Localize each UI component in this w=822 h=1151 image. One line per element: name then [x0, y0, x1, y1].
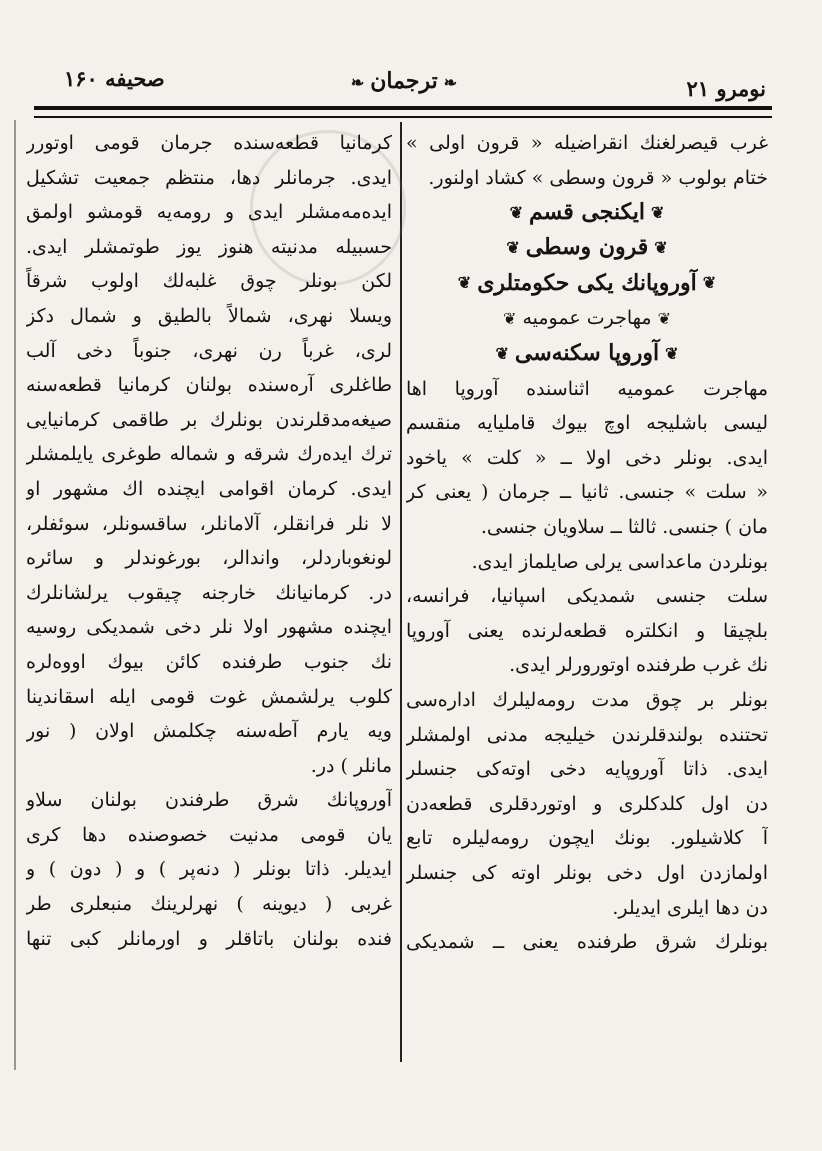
- text-line: آوروپانك شرق طرفندن بولنان سلاو: [26, 789, 392, 812]
- text-line: غرب قیصرلغنك انقراضیله « قرون اولی »: [406, 132, 768, 154]
- section-heading: [406, 230, 768, 265]
- section-heading: [406, 301, 768, 336]
- text-line: ترك ایده‌رك شرقه و شماله طوغری یایلمشلر: [26, 443, 392, 466]
- ornament-icon: ❦: [657, 308, 671, 328]
- text-line: ویسلا نهری، شمالاً بالطیق و شمال دكز: [26, 304, 392, 327]
- ornament-icon: ❦: [506, 238, 520, 258]
- section-heading-text: آوروپانك یكی حكومتلری: [477, 269, 697, 296]
- ornament-icon: ❦: [509, 202, 523, 222]
- text-line: فنده بولنان باتاقلر و اورمانلر كبی تنها: [26, 927, 392, 950]
- paper-title: ترجمان: [370, 68, 438, 94]
- header-rule: [34, 106, 772, 110]
- text-line: بلچیقا و انكلتره قطعه‌لرنده یعنی آوروپا: [406, 619, 768, 642]
- text-line: یان قومی مدنیت خصوصنده دها كری: [26, 823, 392, 846]
- left-column: [26, 126, 392, 956]
- text-line: ایدی. جرمانلر دها، منتظم جمعیت تشكیل: [26, 166, 392, 189]
- text-line: سلت جنسی شمدیكی اسپانیا، فرانسه،: [406, 585, 768, 608]
- text-line: ایدیلر. ذاتا بونلر ( دنه‌پر ) و ( دون ) و: [26, 858, 392, 881]
- text-line: مهاجرت عمومیه اثناسنده آوروپا اها: [406, 377, 768, 400]
- text-line: كلوب یرلشمش غوت قومی ایله اسقاندینا: [26, 685, 392, 708]
- right-column: [406, 126, 768, 960]
- text-line: ایچنده مشهور اولا نلر دخی شمدیكی روسیه: [26, 616, 392, 639]
- text-line: لونغوباردلر، واندالر، بورغوندلر و سائره: [26, 547, 392, 570]
- ornament-icon: ❦: [503, 308, 517, 328]
- page-edge-line: [14, 120, 16, 1070]
- ornament-icon: ❦: [654, 238, 668, 258]
- ornament-icon: ❦: [495, 344, 509, 364]
- text-line: ایده‌مه‌مشلر ایدی و رومه‌یه قومشو اولمق: [26, 201, 392, 224]
- text-line: غربی ( دیوینه ) نهرلرینك منبعلری طر: [26, 893, 392, 916]
- section-heading-text: ایكنجی قسم: [528, 199, 645, 226]
- text-line: آ كلاشیلور. بونك ایچون رومه‌لیلره تابع: [406, 827, 768, 850]
- ornament-icon: ❦: [651, 202, 665, 222]
- ornament-right-icon: ❧: [350, 72, 365, 92]
- text-line: بونلر بر چوق مدت رومه‌لیلرك اداره‌سی: [406, 689, 768, 712]
- text-line: حسبیله مدنیته هنوز یوز طوتمشلر ایدی.: [26, 235, 392, 258]
- section-heading: [406, 195, 768, 230]
- text-line: تحتنده بولندقلرندن خیلیجه مدنی اولمشلر: [406, 723, 768, 746]
- text-line: ایدی. بونلر دخی اولا ــ « كلت » یاخود: [406, 446, 768, 469]
- section-heading: [406, 336, 768, 371]
- text-line: اولمازدن اول دخی بونلر اوته كی جنسلر: [406, 861, 768, 884]
- text-line: مانلر ) در.: [310, 754, 392, 777]
- section-heading-text: قرون وسطی: [525, 234, 649, 261]
- text-line: ویه یارم آطه‌سنه چكلمش اولان ( نور: [26, 720, 392, 743]
- text-line: كرمانیا قطعه‌سنده جرمان قومی اوتورر: [26, 132, 392, 154]
- issue-number: نومرو ۲۱: [686, 76, 766, 101]
- text-line: در. كرمانیانك خارجنه چیقوب یرلشانلرك: [26, 581, 392, 604]
- text-line: لا نلر فرانقلر، آلامانلر، ساقسونلر، سوئفلر،: [26, 512, 392, 535]
- text-line: دن اول كلدكلری و اوتوردقلری قطعه‌دن: [406, 792, 768, 815]
- text-line: ایدی. ذاتا آوروپایه دخی اوته‌كی جنسلر: [406, 758, 768, 781]
- text-line: لری، غرباً رن نهری، جنوباً دخی آلب: [26, 339, 392, 362]
- text-line: دن دها ایلری ایدیلر.: [612, 896, 768, 919]
- text-line: مان ) جنسی. ثالثا ــ سلاویان جنسی.: [480, 516, 768, 539]
- paper-title-block: [36, 68, 772, 94]
- page-header: [36, 62, 772, 102]
- ornament-left-icon: ❧: [443, 72, 458, 92]
- text-line: نك جنوب طرفنده كائن بیوك اووه‌لره: [26, 650, 392, 673]
- text-line: لكن بونلر چوق غلبه‌لك اولوب شرقاً: [26, 270, 392, 293]
- ornament-icon: ❦: [665, 344, 679, 364]
- section-heading-text: آوروپا سكنه‌سی: [514, 340, 660, 367]
- header-rule-thin: [34, 116, 772, 118]
- ornament-icon: ❦: [702, 273, 717, 293]
- page-number: صحیفه ۱۶۰: [64, 66, 165, 91]
- ornament-icon: ❦: [457, 273, 472, 293]
- section-heading-text: مهاجرت عمومیه: [522, 307, 652, 330]
- text-line: ایدی. كرمان اقوامی ایچنده اك مشهور او: [26, 477, 392, 500]
- text-line: طاغلری آره‌سنده بولنان كرمانیا قطعه‌سنه: [26, 374, 392, 397]
- text-line: نك غرب طرفنده اوتورورلر ایدی.: [509, 654, 768, 677]
- text-line: لیسی باشلیجه اوچ بیوك قاملیایه منقسم: [406, 412, 768, 435]
- text-line: ختام بولوب « قرون وسطی » كشاد اولنور.: [428, 166, 768, 189]
- text-line: « سلت » جنسی. ثانیا ــ جرمان ( یعنی كر: [406, 481, 768, 504]
- section-heading: [406, 266, 768, 301]
- column-divider: [400, 122, 402, 1062]
- text-line: بونلردن ماعداسی یرلی صایلماز ایدی.: [471, 550, 768, 573]
- text-line: بونلرك شرق طرفنده یعنی ــ شمدیكی: [406, 931, 768, 954]
- text-line: صیغه‌مدقلرندن بونلرك بر طاقمی كرمانیایی: [26, 408, 392, 431]
